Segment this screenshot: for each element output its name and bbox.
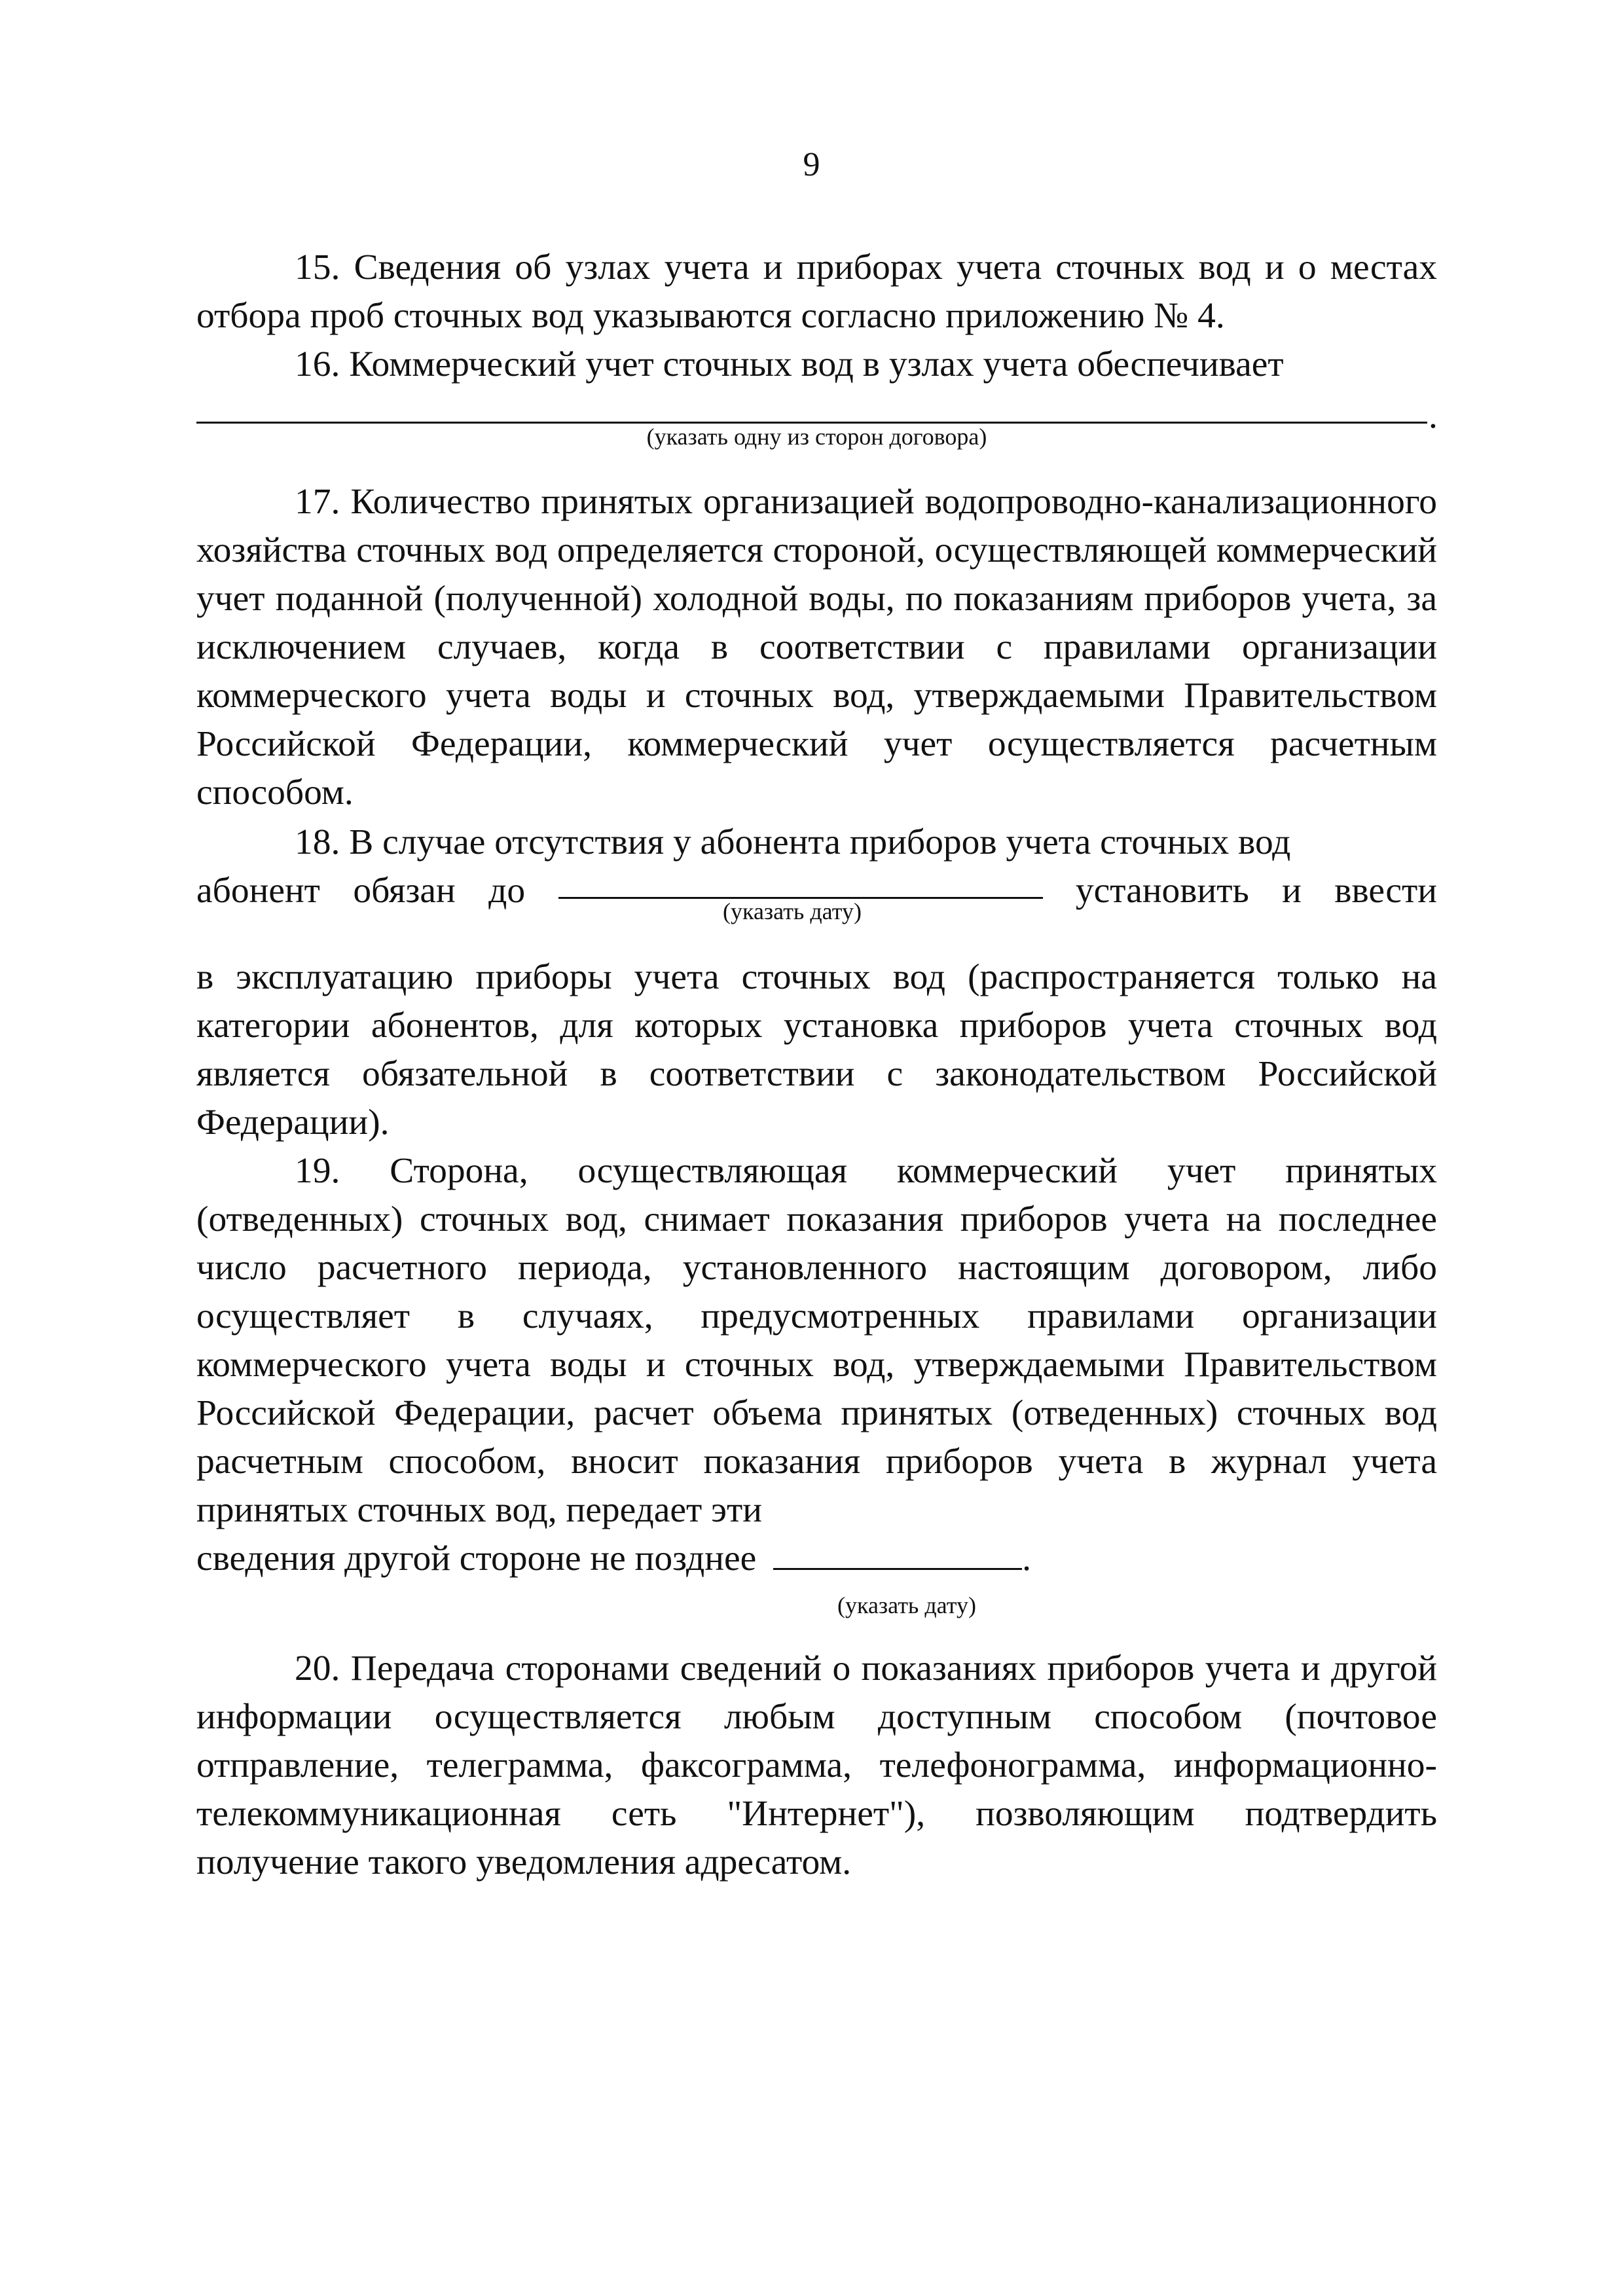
paragraph-19-text: 19. Сторона, осуществляющая коммерческий учет принятых (отведенных) сточных вод, снимает показания приборов учета на последнее число расчетного периода, установленного настоящим договором, либо осуществляет в случаях, предусмотренных правилами организации коммерческого учета воды и сточных вод, утверждаемыми Правительством Российской Федерации, расчет объема принятых (отведенных) сточных вод расчетным способом, вносит показания приборов учета в журнал учета принятых сточных вод, передает эти [196,1151,1437,1530]
paragraph-15 [196,244,1437,340]
paragraph-17 [196,478,1437,817]
paragraph-18-continued [196,953,1437,1147]
paragraph-20-text: 20. Передача сторонами сведений о показаниях приборов учета и другой информации осуществляется любым доступным способом (почтовое отправление, телеграмма, факсограмма, телефонограмма, информационно-телекоммуникационная сеть "Интернет"), позволяющим подтвердить получение такого уведомления адресатом. [196,1649,1437,1882]
paragraph-18-line1: 18. В случае отсутствия у абонента приборов учета сточных вод [295,822,1291,862]
install-date-blank [558,867,1043,899]
party-line-end: . [1429,396,1438,436]
transfer-date-caption: (указать дату) [837,1592,976,1618]
paragraph-16 [196,340,1437,389]
paragraph-19 [196,1147,1437,1583]
page-number: 9 [803,146,820,183]
paragraph-16-text: 16. Коммерческий учет сточных вод в узлах учета обеспечивает [295,344,1284,384]
paragraph-17-text: 17. Количество принятых организацией водопроводно-канализационного хозяйства сточных вод определяется стороной, осуществляющей коммерческий учет поданной (полученной) холодной воды, по показаниям приборов учета, за исключением случаев, когда в соответствии с правилами организации коммерческого учета воды и сточных вод, утверждаемыми Правительством Российской Федерации, коммерческий учет осуществляется расчетным способом. [196,482,1437,812]
paragraph-19-last-text: сведения другой стороне не позднее [196,1539,757,1578]
word-do: до [488,871,526,911]
party-caption: (указать одну из сторон договора) [646,424,987,450]
paragraph-20 [196,1645,1437,1887]
paragraph-18-rest: в эксплуатацию приборы учета сточных вод (распространяется только на категории абонентов, для которых установка приборов учета сточных вод является обязательной в соответствии с законодательством Российской Федерации). [196,957,1437,1142]
word-obyazan: обязан [353,871,456,911]
party-fill-line [196,393,1437,450]
paragraph-19-last-line [196,1535,1437,1583]
word-i: и [1282,871,1302,911]
word-ustanovit: установить [1075,871,1249,911]
transfer-date-blank [773,1538,1022,1570]
paragraph-15-text: 15. Сведения об узлах учета и приборах учета сточных вод и о местах отбора проб сточных вод указываются согласно приложению № 4. [196,247,1437,336]
word-vvesti: ввести [1334,871,1437,911]
install-date-caption: (указать дату) [723,898,862,924]
word-abonent: абонент [196,871,320,911]
paragraph-19-end: . [1022,1539,1031,1578]
